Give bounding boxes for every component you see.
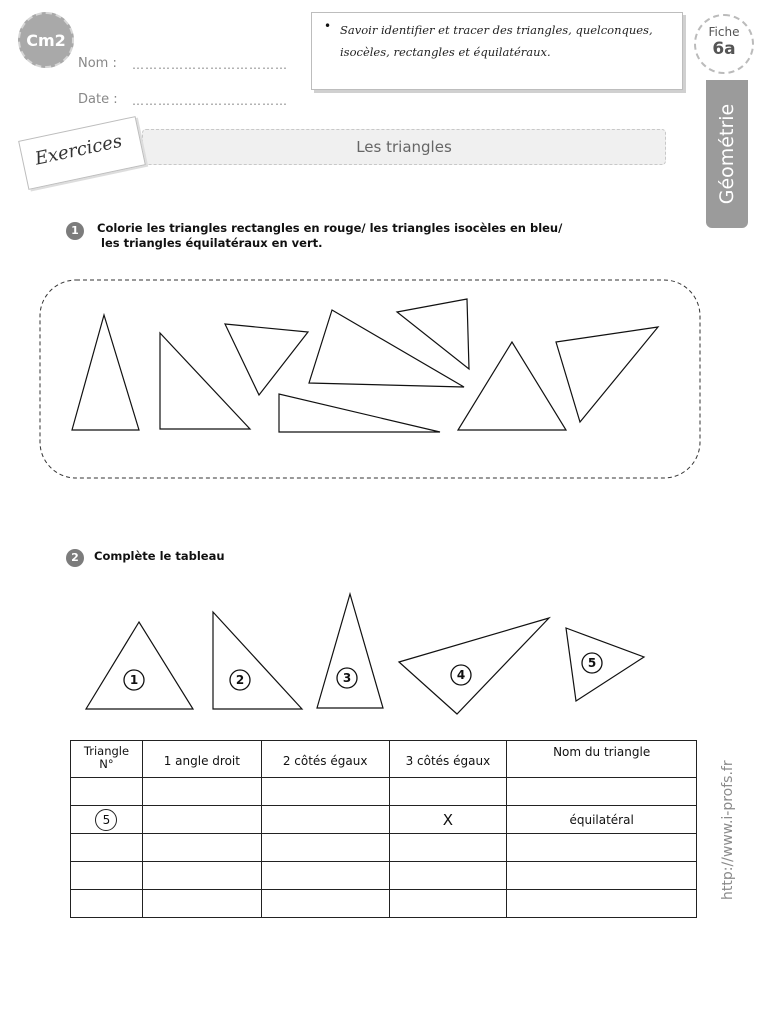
triangle-label-2: 2 bbox=[235, 673, 245, 687]
table-row bbox=[71, 862, 697, 890]
level-badge: Cm2 bbox=[18, 12, 74, 68]
table-row bbox=[71, 806, 697, 834]
cell-three-equal[interactable]: X bbox=[389, 806, 507, 834]
triangle-label-5: 5 bbox=[587, 656, 597, 670]
cell-right-angle[interactable] bbox=[142, 778, 261, 806]
cell-right-angle[interactable] bbox=[142, 834, 261, 862]
cell-number[interactable] bbox=[71, 834, 143, 862]
triangle-label-4: 4 bbox=[456, 668, 466, 682]
page-title: Les triangles bbox=[142, 129, 666, 165]
exercise-1-number: 1 bbox=[66, 222, 84, 240]
cell-name[interactable] bbox=[507, 890, 697, 918]
cell-two-equal[interactable] bbox=[261, 862, 389, 890]
triangle-3 bbox=[317, 594, 383, 708]
cell-name[interactable] bbox=[507, 862, 697, 890]
triangle-2 bbox=[213, 612, 302, 709]
triangle-label-1: 1 bbox=[129, 673, 139, 687]
cell-right-angle[interactable] bbox=[142, 806, 261, 834]
table-header-row bbox=[71, 741, 697, 778]
triangle-1 bbox=[86, 622, 193, 709]
table-row bbox=[71, 890, 697, 918]
fiche-label: Fiche bbox=[708, 25, 740, 39]
exercise-2-number: 2 bbox=[66, 549, 84, 567]
cell-number[interactable] bbox=[71, 806, 143, 834]
triangle-table bbox=[70, 740, 697, 918]
cell-name[interactable] bbox=[507, 834, 697, 862]
exercise-1-instruction-line2: les triangles équilatéraux en vert. bbox=[101, 236, 323, 250]
cell-three-equal[interactable] bbox=[389, 834, 507, 862]
header-two-equal-sides: 2 côtés égaux bbox=[261, 741, 389, 778]
number-circle: 5 bbox=[95, 809, 117, 831]
header-three-equal-sides: 3 côtés égaux bbox=[389, 741, 507, 778]
cell-two-equal[interactable] bbox=[261, 778, 389, 806]
header-triangle-name: Nom du triangle bbox=[507, 741, 697, 778]
cell-three-equal[interactable] bbox=[389, 778, 507, 806]
cell-right-angle[interactable] bbox=[142, 890, 261, 918]
exercise-2-instruction: Complète le tableau bbox=[94, 549, 225, 563]
cell-three-equal[interactable] bbox=[389, 890, 507, 918]
fiche-number: 6a bbox=[712, 39, 736, 59]
cell-number[interactable] bbox=[71, 890, 143, 918]
triangle-5 bbox=[566, 628, 644, 701]
cell-name[interactable]: équilatéral bbox=[507, 806, 697, 834]
cell-two-equal[interactable] bbox=[261, 834, 389, 862]
cell-two-equal[interactable] bbox=[261, 890, 389, 918]
bullet-icon: • bbox=[324, 19, 332, 33]
cell-two-equal[interactable] bbox=[261, 806, 389, 834]
name-field[interactable]: ……………………………… bbox=[132, 58, 288, 72]
cell-right-angle[interactable] bbox=[142, 862, 261, 890]
triangle-4 bbox=[399, 618, 549, 714]
section-tag: Exercices bbox=[33, 130, 124, 170]
header-right-angle: 1 angle droit bbox=[142, 741, 261, 778]
date-field[interactable]: ……………………………… bbox=[132, 94, 288, 108]
objective-text: Savoir identifier et tracer des triangles, quelconques, isocèles, rectangles et équilatéraux. bbox=[340, 23, 653, 59]
cell-name[interactable] bbox=[507, 778, 697, 806]
table-row bbox=[71, 834, 697, 862]
subject-label: Géométrie bbox=[716, 103, 738, 205]
date-label: Date : bbox=[78, 92, 118, 107]
header-triangle-number: Triangle N° bbox=[71, 741, 143, 778]
table-row bbox=[71, 778, 697, 806]
exercise-1-instruction-line1: Colorie les triangles rectangles en rouge/ les triangles isocèles en bleu/ bbox=[97, 221, 563, 235]
cell-three-equal[interactable] bbox=[389, 862, 507, 890]
footer-url[interactable]: http://www.i-profs.fr bbox=[720, 760, 736, 900]
cell-number[interactable] bbox=[71, 778, 143, 806]
triangle-label-3: 3 bbox=[342, 671, 352, 685]
name-label: Nom : bbox=[78, 56, 117, 71]
cell-number[interactable] bbox=[71, 862, 143, 890]
